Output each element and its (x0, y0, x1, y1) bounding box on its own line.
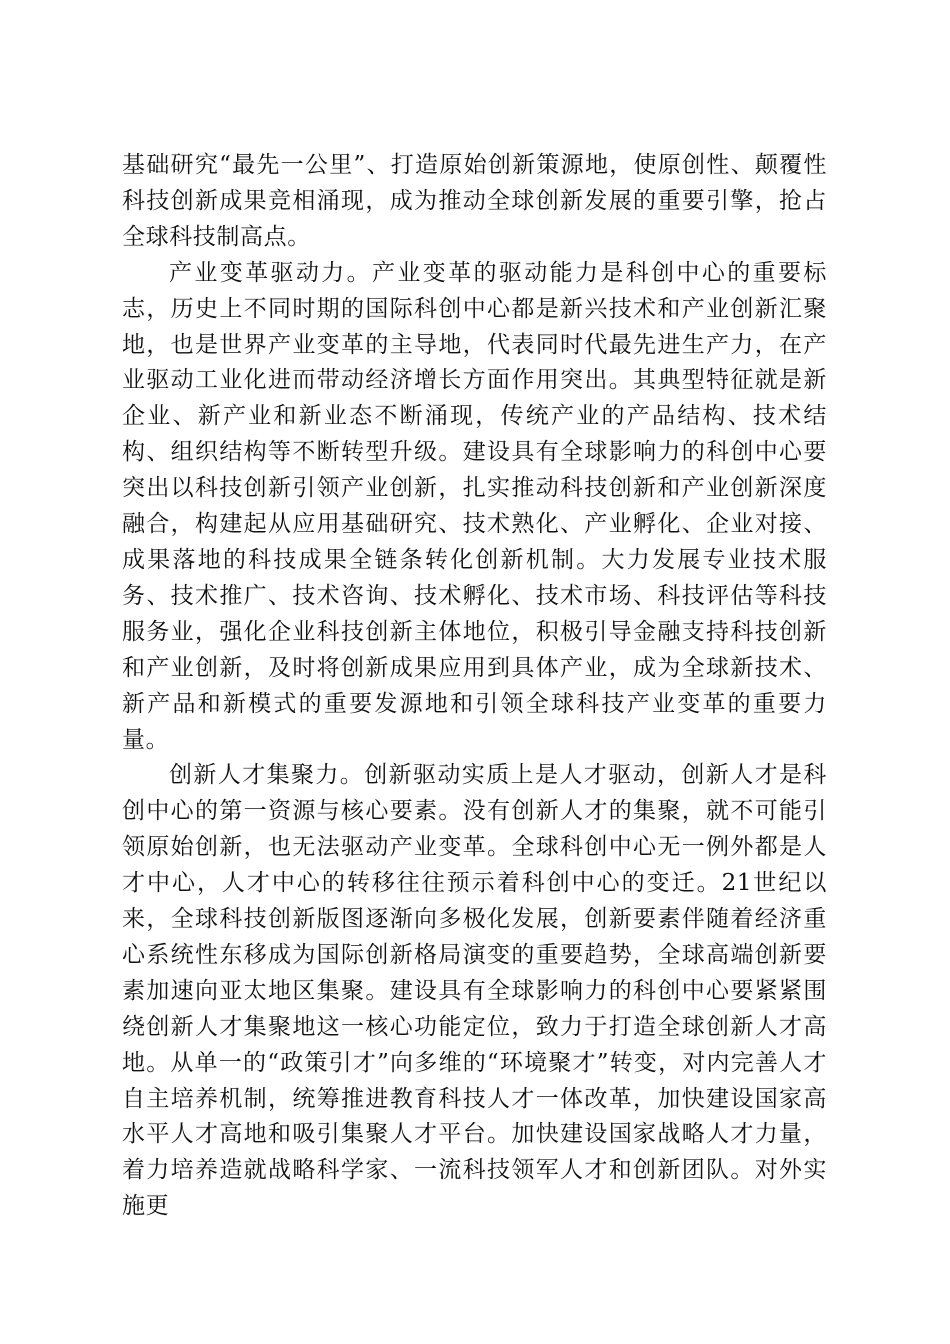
document-body (122, 148, 827, 1225)
paragraph-talent-agglomeration: 创新人才集聚力。创新驱动实质上是人才驱动，创新人才是科创中心的第一资源与核心要素。没有创新人才的集聚，就不可能引领原始创新，也无法驱动产业变革。全球科创中心无一例外都是人才中心，人才中心的转移往往预示着科创中心的变迁。21世纪以来，全球科技创新版图逐渐向多极化发展，创新要素伴随着经济重心系统性东移成为国际创新格局演变的重要趋势，全球高端创新要素加速向亚太地区集聚。建设具有全球影响力的科创中心要紧紧围绕创新人才集聚地这一核心功能定位，致力于打造全球创新人才高地。从单一的“政策引才”向多维的“环境聚才”转变，对内完善人才自主培养机制，统筹推进教育科技人才一体改革，加快建设国家高水平人才高地和吸引集聚人才平台。加快建设国家战略人才力量，着力培养造就战略科学家、一流科技领军人才和创新团队。对外实施更 (122, 762, 827, 1220)
paragraph-industrial-transformation: 产业变革驱动力。产业变革的驱动能力是科创中心的重要标志，历史上不同时期的国际科创中心都是新兴技术和产业创新汇聚地，也是世界产业变革的主导地，代表同时代最先进生产力，在产业驱动工业化进而带动经济增长方面作用突出。其典型特征就是新企业、新产业和新业态不断涌现，传统产业的产品结构、技术结构、组织结构等不断转型升级。建设具有全球影响力的科创中心要突出以科技创新引领产业创新，扎实推动科技创新和产业创新深度融合，构建起从应用基础研究、技术熟化、产业孵化、企业对接、成果落地的科技成果全链条转化创新机制。大力发展专业技术服务、技术推广、技术咨询、技术孵化、技术市场、科技评估等科技服务业，强化企业科技创新主体地位，积极引导金融支持科技创新和产业创新，及时将创新成果应用到具体产业，成为全球新技术、新产品和新模式的重要发源地和引领全球科技产业变革的重要力量。 (122, 259, 827, 753)
paragraph-basic-research-continuation: 基础研究“最先一公里”、打造原始创新策源地，使原创性、颠覆性科技创新成果竞相涌现，成为推动全球创新发展的重要引擎，抢占全球科技制高点。 (122, 152, 827, 250)
